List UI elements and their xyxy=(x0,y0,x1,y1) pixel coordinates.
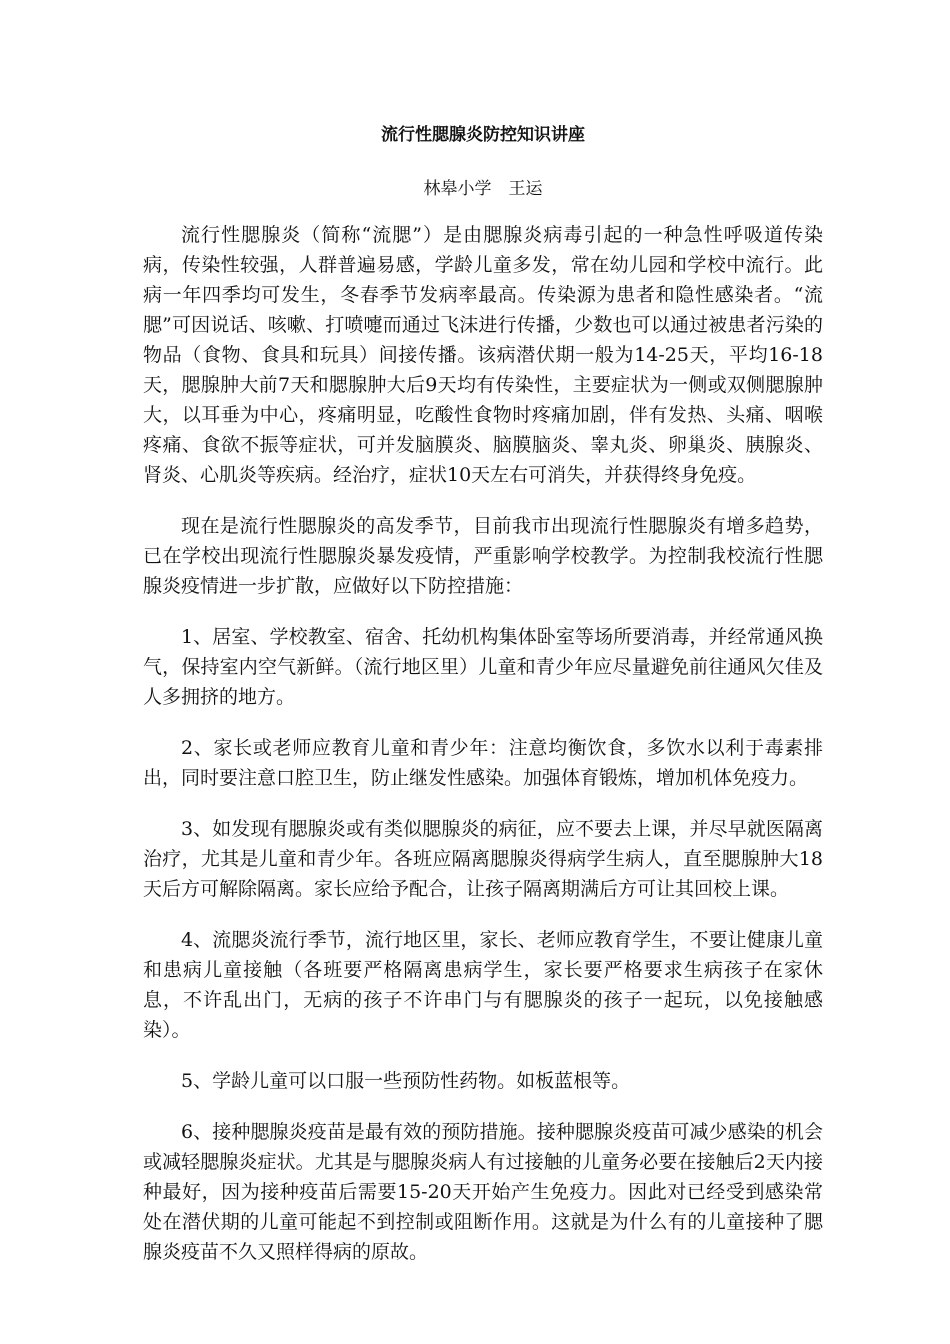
document-title: 流行性腮腺炎防控知识讲座 xyxy=(381,125,585,145)
document-author: 林皋小学 王运 xyxy=(423,179,543,199)
paragraph-measure-2: 2、家长或老师应教育儿童和青少年：注意均衡饮食，多饮水以利于毒素排出，同时要注意口腔卫生，防止继发性感染。加强体育锻炼，增加机体免疫力。 xyxy=(143,737,823,789)
paragraph-situation: 现在是流行性腮腺炎的高发季节，目前我市出现流行性腮腺炎有增多趋势，已在学校出现流行性腮腺炎暴发疫情，严重影响学校教学。为控制我校流行性腮腺炎疫情进一步扩散，应做好以下防控措施： xyxy=(143,515,823,597)
paragraph-measure-1: 1、居室、学校教室、宿舍、托幼机构集体卧室等场所要消毒，并经常通风换气，保持室内空气新鲜。（流行地区里）儿童和青少年应尽量避免前往通风欠佳及人多拥挤的地方。 xyxy=(143,626,823,708)
paragraph-measure-4: 4、流腮炎流行季节，流行地区里，家长、老师应教育学生，不要让健康儿童和患病儿童接触（各班要严格隔离患病学生，家长要严格要求生病孩子在家休息，不许乱出门，无病的孩子不许串门与有腮腺炎的孩子一起玩，以免接触感染）。 xyxy=(143,929,823,1041)
paragraph-intro: 流行性腮腺炎（简称“流腮”）是由腮腺炎病毒引起的一种急性呼吸道传染病，传染性较强，人群普遍易感，学龄儿童多发，常在幼儿园和学校中流行。此病一年四季均可发生，冬春季节发病率最高。传染源为患者和隐性感染者。“流腮”可因说话、咳嗽、打喷嚏而通过飞沫进行传播，少数也可以通过被患者污染的物品（食物、食具和玩具）间接传播。该病潜伏期一般为14-25天，平均16-18天，腮腺肿大前7天和腮腺肿大后9天均有传染性，主要症状为一侧或双侧腮腺肿大，以耳垂为中心，疼痛明显，吃酸性食物时疼痛加剧，伴有发热、头痛、咽喉疼痛、食欲不振等症状，可并发脑膜炎、脑膜脑炎、睾丸炎、卵巢炎、胰腺炎、肾炎、心肌炎等疾病。经治疗，症状10天左右可消失，并获得终身免疫。 xyxy=(143,224,823,486)
paragraph-measure-5: 5、学龄儿童可以口服一些预防性药物。如板蓝根等。 xyxy=(181,1070,631,1092)
document-body xyxy=(143,120,823,1288)
paragraph-measure-6: 6、接种腮腺炎疫苗是最有效的预防措施。接种腮腺炎疫苗可减少感染的机会或减轻腮腺炎症状。尤其是与腮腺炎病人有过接触的儿童务必要在接触后2天内接种最好，因为接种疫苗后需要15-20天开始产生免疫力。因此对已经受到感染常处在潜伏期的儿童可能起不到控制或阻断作用。这就是为什么有的儿童接种了腮腺炎疫苗不久又照样得病的原故。 xyxy=(143,1121,823,1263)
paragraph-measure-3: 3、如发现有腮腺炎或有类似腮腺炎的病征，应不要去上课，并尽早就医隔离治疗，尤其是儿童和青少年。各班应隔离腮腺炎得病学生病人，直至腮腺肿大18天后方可解除隔离。家长应给予配合，让孩子隔离期满后方可让其回校上课。 xyxy=(143,818,823,900)
